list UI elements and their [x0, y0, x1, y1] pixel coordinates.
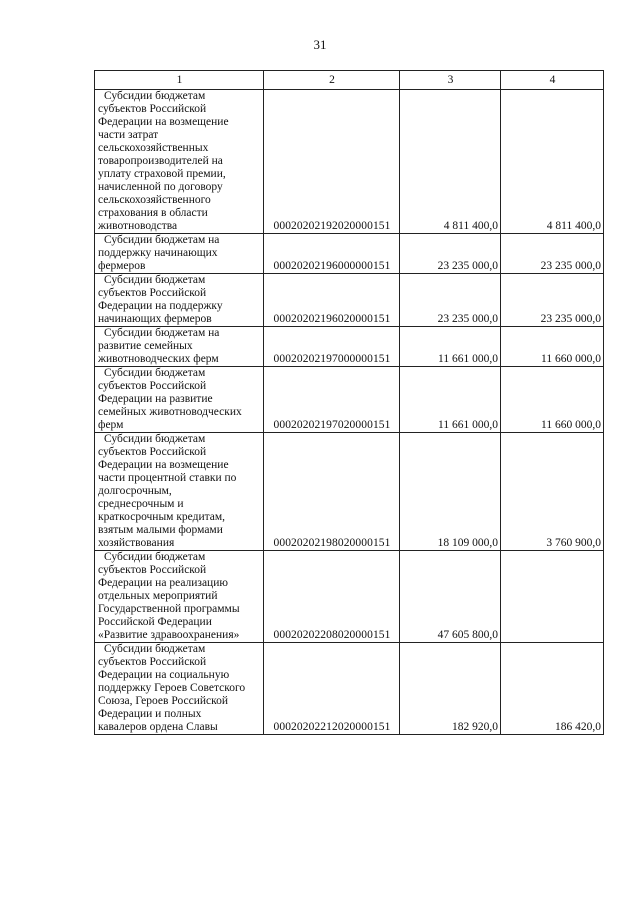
subsidy-name-line: сельскохозяйственных: [98, 142, 209, 154]
budget-code-cell: 00020202196000000151: [264, 234, 400, 274]
subsidy-name-line: ферм: [98, 419, 124, 431]
amount-col3-cell: 4 811 400,0: [400, 90, 501, 234]
amount-col4-cell: 186 420,0: [501, 643, 604, 735]
subsidy-name-line: субъектов Российской: [98, 103, 207, 115]
subsidy-name-line: кавалеров ордена Славы: [98, 721, 218, 733]
budget-code-cell: 00020202196020000151: [264, 274, 400, 327]
budget-code-cell: 00020202212020000151: [264, 643, 400, 735]
subsidy-name-line: начисленной по договору: [98, 181, 223, 193]
subsidy-name-line: субъектов Российской: [98, 656, 207, 668]
subsidy-name-cell: [95, 433, 264, 551]
table-row: [95, 433, 604, 551]
amount-col4-cell: [501, 551, 604, 643]
amount-col3-cell: 23 235 000,0: [400, 274, 501, 327]
subsidy-name-line: Государственной программы: [98, 603, 240, 615]
subsidy-name-line: страхования в области: [98, 207, 208, 219]
subsidy-name-line: Федерации на социальную: [98, 669, 230, 681]
subsidy-name-line: хозяйствования: [98, 537, 175, 549]
subsidy-name-line: субъектов Российской: [98, 380, 207, 392]
subsidy-name-line: среднесрочным и: [98, 498, 184, 510]
subsidy-name-line: Субсидии бюджетам: [104, 433, 206, 445]
subsidy-name-cell: [95, 90, 264, 234]
table-body: [95, 90, 604, 735]
subsidy-name-cell: [95, 327, 264, 367]
subsidy-name-line: товаропроизводителей на: [98, 155, 223, 167]
amount-col4-cell: 23 235 000,0: [501, 234, 604, 274]
subsidy-name-line: уплату страховой премии,: [98, 168, 226, 180]
subsidy-name-cell: [95, 274, 264, 327]
subsidy-name-line: семейных животноводческих: [98, 406, 242, 418]
subsidy-name-line: субъектов Российской: [98, 564, 207, 576]
table-row: [95, 551, 604, 643]
subsidy-name-line: развитие семейных: [98, 340, 193, 352]
amount-col4-cell: 4 811 400,0: [501, 90, 604, 234]
subsidy-name-line: Федерации на возмещение: [98, 116, 229, 128]
subsidy-name-line: Субсидии бюджетам на: [104, 327, 220, 339]
amount-col4-cell: 3 760 900,0: [501, 433, 604, 551]
subsidy-name-cell: [95, 234, 264, 274]
subsidy-name-line: Федерации на возмещение: [98, 459, 229, 471]
subsidy-name-line: Федерации и полных: [98, 708, 202, 720]
amount-col4-cell: 11 660 000,0: [501, 327, 604, 367]
table-row: [95, 234, 604, 274]
column-header-3: 3: [400, 71, 501, 90]
amount-col3-cell: 23 235 000,0: [400, 234, 501, 274]
subsidy-name-line: отдельных мероприятий: [98, 590, 218, 602]
column-header-4: 4: [501, 71, 604, 90]
subsidy-name-line: субъектов Российской: [98, 287, 207, 299]
subsidy-name-line: части затрат: [98, 129, 159, 141]
subsidy-name-line: Субсидии бюджетам: [104, 551, 206, 563]
page-number: 31: [313, 37, 327, 52]
table-row: [95, 327, 604, 367]
table-row: [95, 274, 604, 327]
subsidy-name-line: взятым малыми формами: [98, 524, 223, 536]
table-row: [95, 367, 604, 433]
column-header-2: 2: [264, 71, 400, 90]
subsidy-name-line: Субсидии бюджетам: [104, 367, 206, 379]
table-header-row: [95, 71, 604, 90]
table-row: [95, 90, 604, 234]
subsidy-name-line: субъектов Российской: [98, 446, 207, 458]
subsidy-name-cell: [95, 367, 264, 433]
amount-col4-cell: 11 660 000,0: [501, 367, 604, 433]
subsidy-name-line: Субсидии бюджетам: [104, 90, 206, 102]
budget-code-cell: 00020202192020000151: [264, 90, 400, 234]
subsidy-name-line: Субсидии бюджетам: [104, 274, 206, 286]
subsidy-name-line: Федерации на поддержку: [98, 300, 223, 312]
subsidy-name-cell: [95, 643, 264, 735]
subsidy-name-line: начинающих фермеров: [98, 313, 212, 325]
budget-code-cell: 00020202208020000151: [264, 551, 400, 643]
subsidy-name-line: поддержку начинающих: [98, 247, 218, 259]
budget-table: [94, 70, 604, 735]
subsidy-name-line: Субсидии бюджетам на: [104, 234, 220, 246]
subsidy-name-line: части процентной ставки по: [98, 472, 237, 484]
subsidy-name-line: поддержку Героев Советского: [98, 682, 246, 694]
amount-col3-cell: 18 109 000,0: [400, 433, 501, 551]
column-header-1: 1: [95, 71, 264, 90]
amount-col3-cell: 11 661 000,0: [400, 327, 501, 367]
budget-code-cell: 00020202198020000151: [264, 433, 400, 551]
subsidy-name-line: Федерации на развитие: [98, 393, 213, 405]
amount-col3-cell: 11 661 000,0: [400, 367, 501, 433]
subsidy-name-line: сельскохозяйственного: [98, 194, 211, 206]
subsidy-name-line: «Развитие здравоохранения»: [98, 629, 240, 641]
subsidy-name-line: фермеров: [98, 260, 146, 272]
amount-col3-cell: 47 605 800,0: [400, 551, 501, 643]
subsidy-name-line: животноводства: [98, 220, 178, 232]
subsidy-name-line: Субсидии бюджетам: [104, 643, 206, 655]
table-row: [95, 643, 604, 735]
amount-col3-cell: 182 920,0: [400, 643, 501, 735]
subsidy-name-line: Российской Федерации: [98, 616, 212, 628]
subsidy-name-line: долгосрочным,: [98, 485, 172, 497]
subsidy-name-line: животноводческих ферм: [98, 353, 219, 365]
subsidy-name-cell: [95, 551, 264, 643]
subsidy-name-line: Союза, Героев Российской: [98, 695, 229, 707]
subsidy-name-line: краткосрочным кредитам,: [98, 511, 226, 523]
amount-col4-cell: 23 235 000,0: [501, 274, 604, 327]
budget-code-cell: 00020202197020000151: [264, 367, 400, 433]
budget-code-cell: 00020202197000000151: [264, 327, 400, 367]
subsidy-name-line: Федерации на реализацию: [98, 577, 228, 589]
